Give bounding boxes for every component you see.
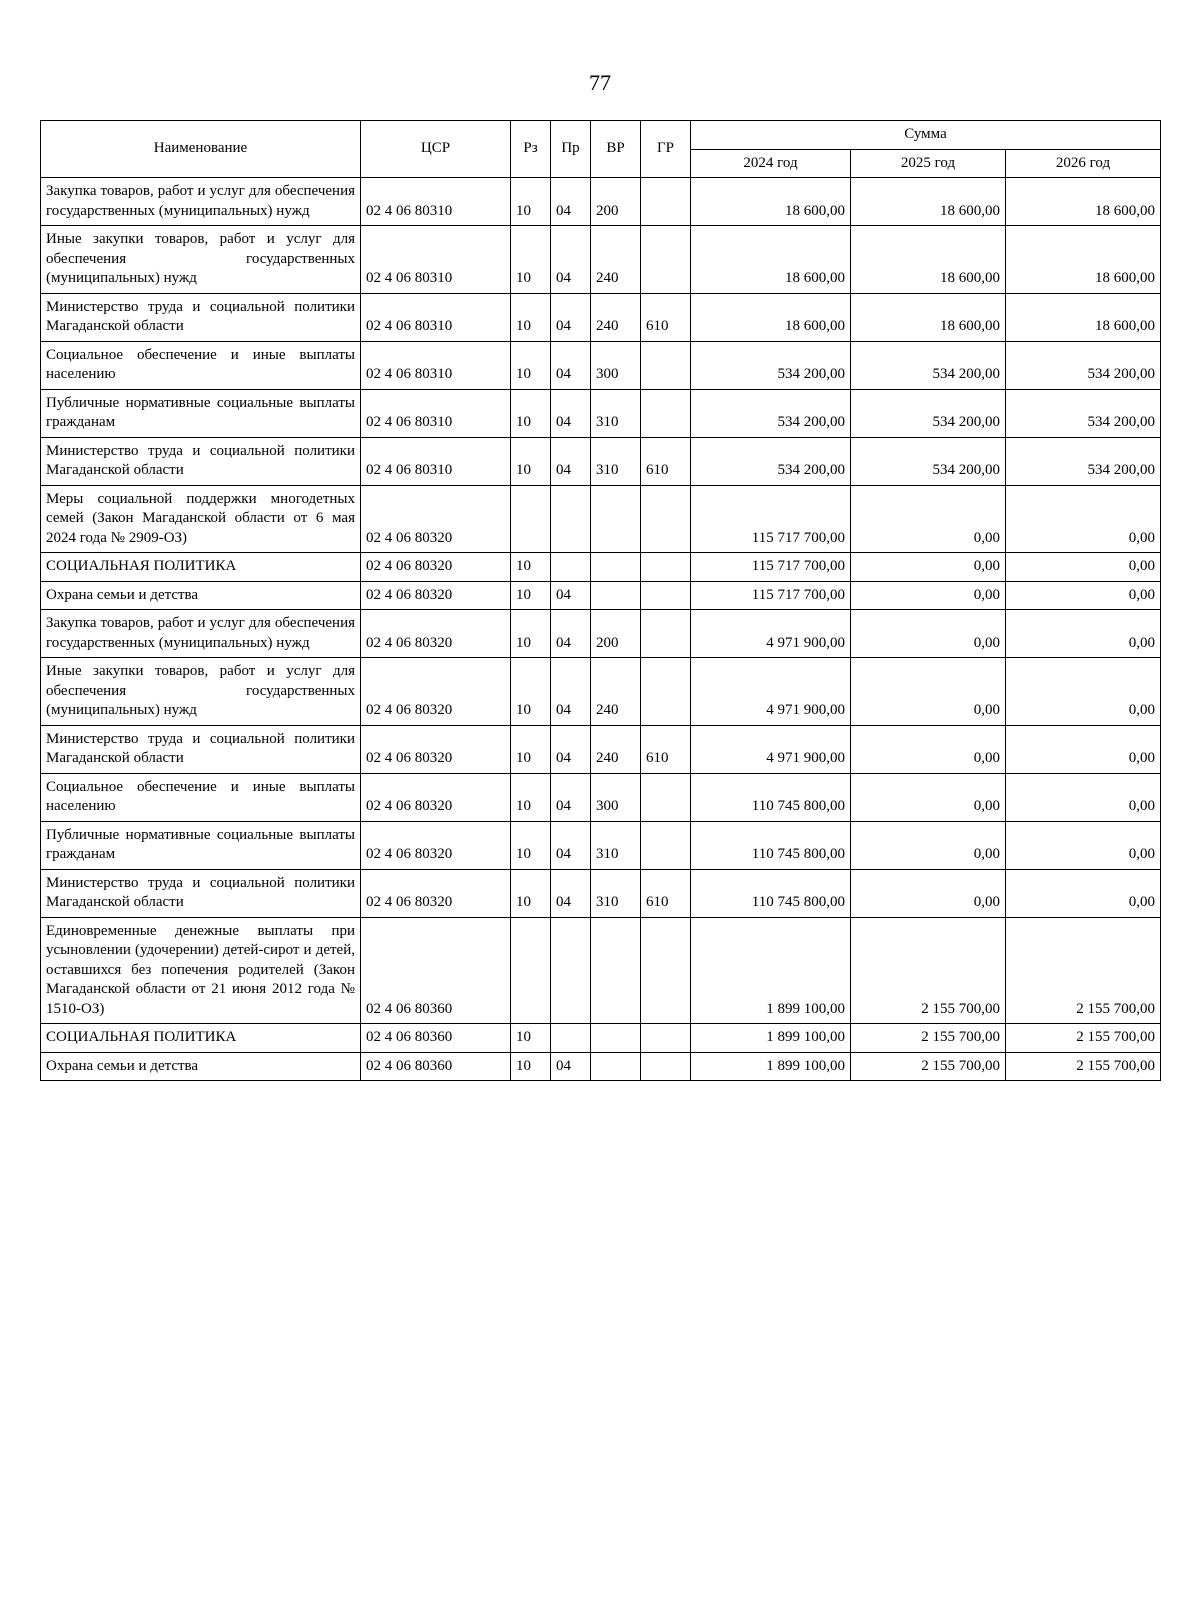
table-row	[41, 553, 1161, 582]
cell-rz: 10	[511, 581, 551, 610]
cell-csr: 02 4 06 80360	[361, 1024, 511, 1053]
cell-2024: 18 600,00	[691, 293, 851, 341]
cell-2026: 2 155 700,00	[1006, 1052, 1161, 1081]
cell-2026: 534 200,00	[1006, 389, 1161, 437]
cell-2026: 0,00	[1006, 658, 1161, 726]
cell-rz: 10	[511, 821, 551, 869]
cell-vr	[591, 553, 641, 582]
cell-2025: 534 200,00	[851, 341, 1006, 389]
table-row	[41, 821, 1161, 869]
cell-rz: 10	[511, 610, 551, 658]
cell-2026: 18 600,00	[1006, 293, 1161, 341]
cell-csr: 02 4 06 80320	[361, 610, 511, 658]
cell-rz	[511, 485, 551, 553]
table-row	[41, 610, 1161, 658]
cell-2024: 1 899 100,00	[691, 1052, 851, 1081]
header-vr: ВР	[591, 121, 641, 178]
cell-csr: 02 4 06 80360	[361, 917, 511, 1024]
cell-name: Публичные нормативные социальные выплаты гражданам	[41, 821, 361, 869]
cell-csr: 02 4 06 80310	[361, 437, 511, 485]
cell-gr: 610	[641, 437, 691, 485]
cell-vr: 240	[591, 658, 641, 726]
cell-vr: 200	[591, 178, 641, 226]
cell-2024: 115 717 700,00	[691, 581, 851, 610]
cell-pr: 04	[551, 389, 591, 437]
header-year-2024: 2024 год	[691, 149, 851, 178]
cell-2026: 0,00	[1006, 821, 1161, 869]
cell-vr	[591, 1024, 641, 1053]
cell-name: Иные закупки товаров, работ и услуг для обеспечения государственных (муниципальных) нужд	[41, 226, 361, 294]
cell-2026: 0,00	[1006, 485, 1161, 553]
cell-name: Министерство труда и социальной политики Магаданской области	[41, 293, 361, 341]
cell-2024: 534 200,00	[691, 437, 851, 485]
cell-pr	[551, 917, 591, 1024]
cell-gr	[641, 226, 691, 294]
cell-gr	[641, 178, 691, 226]
cell-vr: 200	[591, 610, 641, 658]
cell-vr: 300	[591, 773, 641, 821]
cell-2025: 0,00	[851, 610, 1006, 658]
table-row	[41, 1024, 1161, 1053]
cell-gr	[641, 341, 691, 389]
cell-csr: 02 4 06 80320	[361, 658, 511, 726]
header-name: Наименование	[41, 121, 361, 178]
cell-csr: 02 4 06 80320	[361, 725, 511, 773]
cell-csr: 02 4 06 80320	[361, 581, 511, 610]
cell-name: Меры социальной поддержки многодетных семей (Закон Магаданской области от 6 мая 2024 года № 2909-ОЗ)	[41, 485, 361, 553]
header-sum: Сумма	[691, 121, 1161, 150]
cell-pr	[551, 485, 591, 553]
cell-2024: 4 971 900,00	[691, 610, 851, 658]
cell-pr: 04	[551, 773, 591, 821]
cell-2025: 18 600,00	[851, 178, 1006, 226]
cell-gr	[641, 1024, 691, 1053]
cell-gr	[641, 581, 691, 610]
cell-2026: 0,00	[1006, 869, 1161, 917]
cell-vr: 240	[591, 293, 641, 341]
cell-csr: 02 4 06 80320	[361, 553, 511, 582]
cell-csr: 02 4 06 80310	[361, 341, 511, 389]
cell-name: Охрана семьи и детства	[41, 581, 361, 610]
cell-2026: 0,00	[1006, 773, 1161, 821]
cell-name: Охрана семьи и детства	[41, 1052, 361, 1081]
cell-2024: 534 200,00	[691, 389, 851, 437]
cell-pr: 04	[551, 725, 591, 773]
cell-pr: 04	[551, 178, 591, 226]
cell-2024: 110 745 800,00	[691, 773, 851, 821]
header-rz: Рз	[511, 121, 551, 178]
cell-2024: 534 200,00	[691, 341, 851, 389]
table-body	[41, 178, 1161, 1081]
cell-vr: 300	[591, 341, 641, 389]
cell-csr: 02 4 06 80320	[361, 485, 511, 553]
cell-name: СОЦИАЛЬНАЯ ПОЛИТИКА	[41, 553, 361, 582]
cell-2026: 18 600,00	[1006, 178, 1161, 226]
cell-pr	[551, 1024, 591, 1053]
cell-pr: 04	[551, 658, 591, 726]
cell-vr: 240	[591, 226, 641, 294]
cell-vr	[591, 485, 641, 553]
cell-rz: 10	[511, 553, 551, 582]
cell-name: Министерство труда и социальной политики Магаданской области	[41, 869, 361, 917]
cell-rz	[511, 917, 551, 1024]
cell-gr: 610	[641, 869, 691, 917]
cell-2024: 110 745 800,00	[691, 821, 851, 869]
cell-2026: 2 155 700,00	[1006, 1024, 1161, 1053]
cell-2026: 0,00	[1006, 553, 1161, 582]
cell-csr: 02 4 06 80320	[361, 869, 511, 917]
table-row	[41, 485, 1161, 553]
cell-2026: 534 200,00	[1006, 341, 1161, 389]
cell-rz: 10	[511, 1024, 551, 1053]
cell-2026: 0,00	[1006, 610, 1161, 658]
table-row	[41, 725, 1161, 773]
cell-pr: 04	[551, 293, 591, 341]
cell-rz: 10	[511, 773, 551, 821]
cell-2025: 534 200,00	[851, 437, 1006, 485]
cell-pr: 04	[551, 341, 591, 389]
cell-2025: 2 155 700,00	[851, 1024, 1006, 1053]
cell-gr	[641, 610, 691, 658]
table-row	[41, 581, 1161, 610]
cell-2025: 0,00	[851, 553, 1006, 582]
cell-vr	[591, 917, 641, 1024]
cell-2025: 0,00	[851, 869, 1006, 917]
cell-vr: 310	[591, 389, 641, 437]
cell-vr: 310	[591, 869, 641, 917]
cell-2024: 1 899 100,00	[691, 1024, 851, 1053]
cell-2025: 0,00	[851, 773, 1006, 821]
cell-pr: 04	[551, 1052, 591, 1081]
cell-pr: 04	[551, 581, 591, 610]
cell-gr	[641, 658, 691, 726]
cell-name: Министерство труда и социальной политики Магаданской области	[41, 725, 361, 773]
cell-vr	[591, 1052, 641, 1081]
cell-rz: 10	[511, 658, 551, 726]
cell-vr: 240	[591, 725, 641, 773]
cell-2026: 18 600,00	[1006, 226, 1161, 294]
cell-name: Публичные нормативные социальные выплаты гражданам	[41, 389, 361, 437]
cell-2025: 18 600,00	[851, 226, 1006, 294]
cell-name: Иные закупки товаров, работ и услуг для обеспечения государственных (муниципальных) нужд	[41, 658, 361, 726]
budget-table	[40, 120, 1161, 1081]
page-number: 77	[589, 70, 611, 95]
cell-rz: 10	[511, 293, 551, 341]
cell-pr	[551, 553, 591, 582]
cell-rz: 10	[511, 226, 551, 294]
cell-pr: 04	[551, 226, 591, 294]
table-row	[41, 869, 1161, 917]
header-year-2025: 2025 год	[851, 149, 1006, 178]
header-pr: Пр	[551, 121, 591, 178]
cell-gr: 610	[641, 293, 691, 341]
cell-name: Закупка товаров, работ и услуг для обеспечения государственных (муниципальных) нужд	[41, 178, 361, 226]
table-row	[41, 293, 1161, 341]
cell-2024: 110 745 800,00	[691, 869, 851, 917]
cell-rz: 10	[511, 178, 551, 226]
cell-vr: 310	[591, 437, 641, 485]
table-row	[41, 341, 1161, 389]
cell-2024: 4 971 900,00	[691, 725, 851, 773]
cell-csr: 02 4 06 80310	[361, 226, 511, 294]
cell-rz: 10	[511, 869, 551, 917]
cell-name: СОЦИАЛЬНАЯ ПОЛИТИКА	[41, 1024, 361, 1053]
cell-2025: 2 155 700,00	[851, 917, 1006, 1024]
cell-rz: 10	[511, 389, 551, 437]
cell-2024: 115 717 700,00	[691, 485, 851, 553]
cell-2025: 0,00	[851, 658, 1006, 726]
cell-rz: 10	[511, 341, 551, 389]
cell-2026: 534 200,00	[1006, 437, 1161, 485]
cell-rz: 10	[511, 725, 551, 773]
header-csr: ЦСР	[361, 121, 511, 178]
cell-csr: 02 4 06 80310	[361, 293, 511, 341]
cell-name: Министерство труда и социальной политики Магаданской области	[41, 437, 361, 485]
cell-name: Социальное обеспечение и иные выплаты населению	[41, 341, 361, 389]
cell-gr	[641, 389, 691, 437]
cell-gr	[641, 773, 691, 821]
cell-gr	[641, 553, 691, 582]
cell-vr	[591, 581, 641, 610]
cell-2025: 0,00	[851, 485, 1006, 553]
cell-rz: 10	[511, 437, 551, 485]
cell-2026: 0,00	[1006, 581, 1161, 610]
cell-gr	[641, 821, 691, 869]
cell-gr	[641, 917, 691, 1024]
cell-vr: 310	[591, 821, 641, 869]
cell-gr: 610	[641, 725, 691, 773]
table-row	[41, 917, 1161, 1024]
cell-pr: 04	[551, 821, 591, 869]
table-row	[41, 178, 1161, 226]
cell-2024: 18 600,00	[691, 226, 851, 294]
cell-pr: 04	[551, 610, 591, 658]
table-row	[41, 1052, 1161, 1081]
cell-2025: 0,00	[851, 821, 1006, 869]
table-row	[41, 658, 1161, 726]
cell-rz: 10	[511, 1052, 551, 1081]
cell-csr: 02 4 06 80310	[361, 389, 511, 437]
cell-2025: 534 200,00	[851, 389, 1006, 437]
cell-csr: 02 4 06 80310	[361, 178, 511, 226]
cell-gr	[641, 1052, 691, 1081]
cell-2025: 2 155 700,00	[851, 1052, 1006, 1081]
cell-2026: 0,00	[1006, 725, 1161, 773]
cell-csr: 02 4 06 80320	[361, 773, 511, 821]
cell-gr	[641, 485, 691, 553]
cell-name: Закупка товаров, работ и услуг для обеспечения государственных (муниципальных) нужд	[41, 610, 361, 658]
cell-name: Единовременные денежные выплаты при усыновлении (удочерении) детей-сирот и детей, оставшихся без попечения родителей (Закон Магаданской области от 21 июня 2012 года № 1510-ОЗ)	[41, 917, 361, 1024]
cell-csr: 02 4 06 80320	[361, 821, 511, 869]
table-row	[41, 773, 1161, 821]
cell-2025: 18 600,00	[851, 293, 1006, 341]
cell-2024: 18 600,00	[691, 178, 851, 226]
cell-2024: 115 717 700,00	[691, 553, 851, 582]
cell-name: Социальное обеспечение и иные выплаты населению	[41, 773, 361, 821]
cell-2024: 4 971 900,00	[691, 658, 851, 726]
table-row	[41, 226, 1161, 294]
cell-csr: 02 4 06 80360	[361, 1052, 511, 1081]
header-year-2026: 2026 год	[1006, 149, 1161, 178]
cell-2025: 0,00	[851, 581, 1006, 610]
cell-pr: 04	[551, 437, 591, 485]
cell-2024: 1 899 100,00	[691, 917, 851, 1024]
table-row	[41, 389, 1161, 437]
table-header	[41, 121, 1161, 178]
cell-2025: 0,00	[851, 725, 1006, 773]
table-row	[41, 437, 1161, 485]
header-gr: ГР	[641, 121, 691, 178]
cell-2026: 2 155 700,00	[1006, 917, 1161, 1024]
cell-pr: 04	[551, 869, 591, 917]
